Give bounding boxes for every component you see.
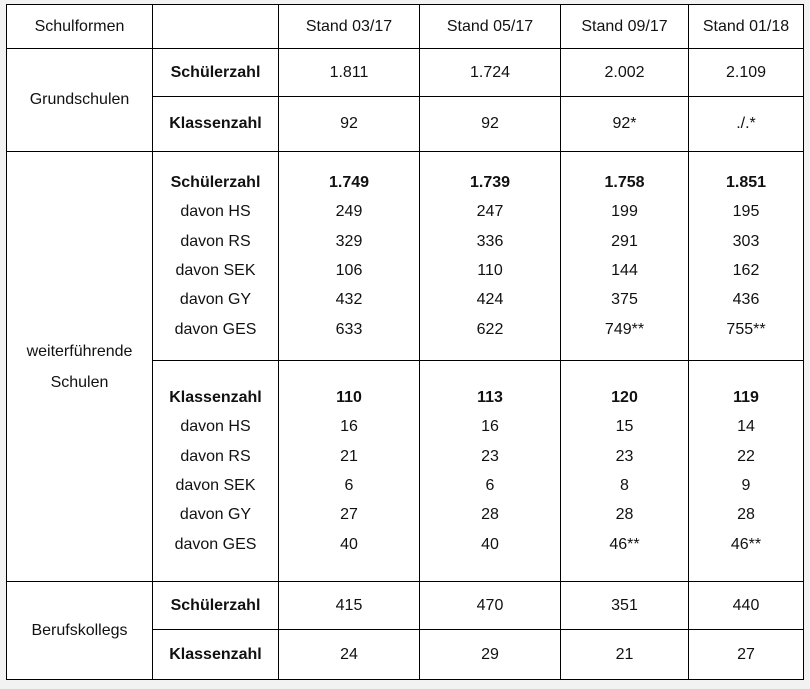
- header-empty: [153, 5, 279, 49]
- cell: 2.002: [561, 49, 689, 97]
- cell: 21: [340, 447, 358, 465]
- cell: 22: [737, 447, 755, 465]
- cell: 329: [335, 232, 363, 250]
- cell: 14: [737, 418, 755, 436]
- cell: 46**: [730, 535, 762, 553]
- cell: 106: [335, 262, 363, 279]
- cell: 21: [561, 630, 689, 680]
- cell: 23: [481, 447, 499, 465]
- schueler-labels: [153, 152, 279, 361]
- cell: 15: [615, 418, 634, 436]
- cell: 92: [279, 97, 420, 152]
- cell: 28: [615, 506, 634, 524]
- klassen-labels: [153, 361, 279, 582]
- cell: 92*: [561, 97, 689, 152]
- cell: 40: [481, 535, 499, 553]
- cell: 415: [279, 582, 420, 630]
- row-label: Schülerzahl: [153, 582, 279, 630]
- cell: 6: [485, 477, 495, 494]
- cell: 1.739: [469, 173, 511, 191]
- cell: 9: [741, 477, 751, 494]
- header-stand-0517: Stand 05/17: [420, 5, 561, 49]
- cell: ./.*: [689, 97, 804, 152]
- row-label: davon RS: [180, 447, 251, 465]
- cell: 110: [477, 262, 503, 279]
- row-label: davon SEK: [175, 262, 256, 279]
- cell: 199: [611, 203, 638, 221]
- cell: 110: [336, 388, 362, 406]
- cell: 622: [476, 320, 504, 338]
- cell: 303: [732, 232, 760, 250]
- weiterfuehrende-schueler-block: [7, 152, 804, 361]
- cell: 749**: [604, 320, 645, 338]
- cell: 16: [340, 418, 358, 436]
- weiterfuehrende-label: [7, 152, 153, 582]
- header-schulformen: Schulformen: [7, 5, 153, 49]
- cell: 1.851: [725, 173, 767, 191]
- cell: 27: [340, 506, 358, 524]
- cell: 247: [476, 203, 504, 221]
- schulformen-table: [6, 4, 804, 680]
- berufskollegs-schueler-row: [7, 582, 804, 630]
- cell: 28: [737, 506, 755, 524]
- header-stand-0118: Stand 01/18: [689, 5, 804, 49]
- grundschulen-schueler-row: [7, 49, 804, 97]
- cell: 375: [611, 291, 638, 309]
- cell: 633: [335, 320, 363, 338]
- header-stand-0917: Stand 09/17: [561, 5, 689, 49]
- cell: 1.724: [420, 49, 561, 97]
- row-label: davon GES: [174, 320, 257, 338]
- cell: 1.749: [328, 173, 370, 191]
- klassen-col-0517: [420, 361, 561, 582]
- cell: 144: [611, 262, 638, 279]
- schueler-col-0917: [561, 152, 689, 361]
- cell: 113: [477, 388, 503, 406]
- row-label: davon SEK: [175, 477, 256, 494]
- cell: 92: [420, 97, 561, 152]
- cell: 432: [335, 291, 363, 309]
- klassen-col-0118: [689, 361, 804, 582]
- cell: 6: [344, 477, 354, 494]
- cell: 162: [732, 262, 760, 279]
- cell: 424: [476, 291, 504, 309]
- weiterfuehrende-label-line1: weiterführende: [26, 342, 133, 360]
- row-label: davon RS: [180, 232, 251, 250]
- cell: 1.758: [604, 173, 645, 191]
- cell: 195: [732, 203, 760, 221]
- cell: 27: [689, 630, 804, 680]
- cell: 23: [615, 447, 634, 465]
- klassen-col-0917: [561, 361, 689, 582]
- cell: 46**: [609, 535, 640, 553]
- cell: 28: [481, 506, 499, 524]
- cell: 119: [733, 388, 759, 406]
- row-label: davon HS: [180, 418, 251, 436]
- grundschulen-label: Grundschulen: [7, 49, 153, 152]
- header-stand-0317: Stand 03/17: [279, 5, 420, 49]
- cell: 291: [611, 232, 638, 250]
- berufskollegs-label: Berufskollegs: [7, 582, 153, 680]
- cell: 755**: [726, 320, 766, 338]
- cell: 40: [340, 535, 358, 553]
- row-label: davon GY: [179, 506, 252, 524]
- row-label: davon GES: [174, 535, 257, 553]
- cell: 24: [279, 630, 420, 680]
- cell: 1.811: [279, 49, 420, 97]
- klassen-col-0317: [279, 361, 420, 582]
- row-label: davon GY: [179, 291, 252, 309]
- row-label: Klassenzahl: [169, 388, 262, 406]
- schueler-col-0317: [279, 152, 420, 361]
- cell: 16: [481, 418, 499, 436]
- cell: 2.109: [689, 49, 804, 97]
- cell: 351: [561, 582, 689, 630]
- header-row: [7, 5, 804, 49]
- cell: 470: [420, 582, 561, 630]
- row-label: Klassenzahl: [153, 630, 279, 680]
- cell: 249: [335, 203, 363, 221]
- cell: 436: [732, 291, 760, 309]
- cell: 8: [620, 477, 629, 494]
- cell: 440: [689, 582, 804, 630]
- row-label: davon HS: [180, 203, 251, 221]
- weiterfuehrende-label-line2: Schulen: [50, 373, 109, 391]
- schueler-col-0517: [420, 152, 561, 361]
- cell: 336: [476, 232, 504, 250]
- cell: 120: [611, 388, 638, 406]
- schueler-col-0118: [689, 152, 804, 361]
- row-label: Schülerzahl: [170, 173, 261, 191]
- row-label: Klassenzahl: [153, 97, 279, 152]
- row-label: Schülerzahl: [153, 49, 279, 97]
- cell: 29: [420, 630, 561, 680]
